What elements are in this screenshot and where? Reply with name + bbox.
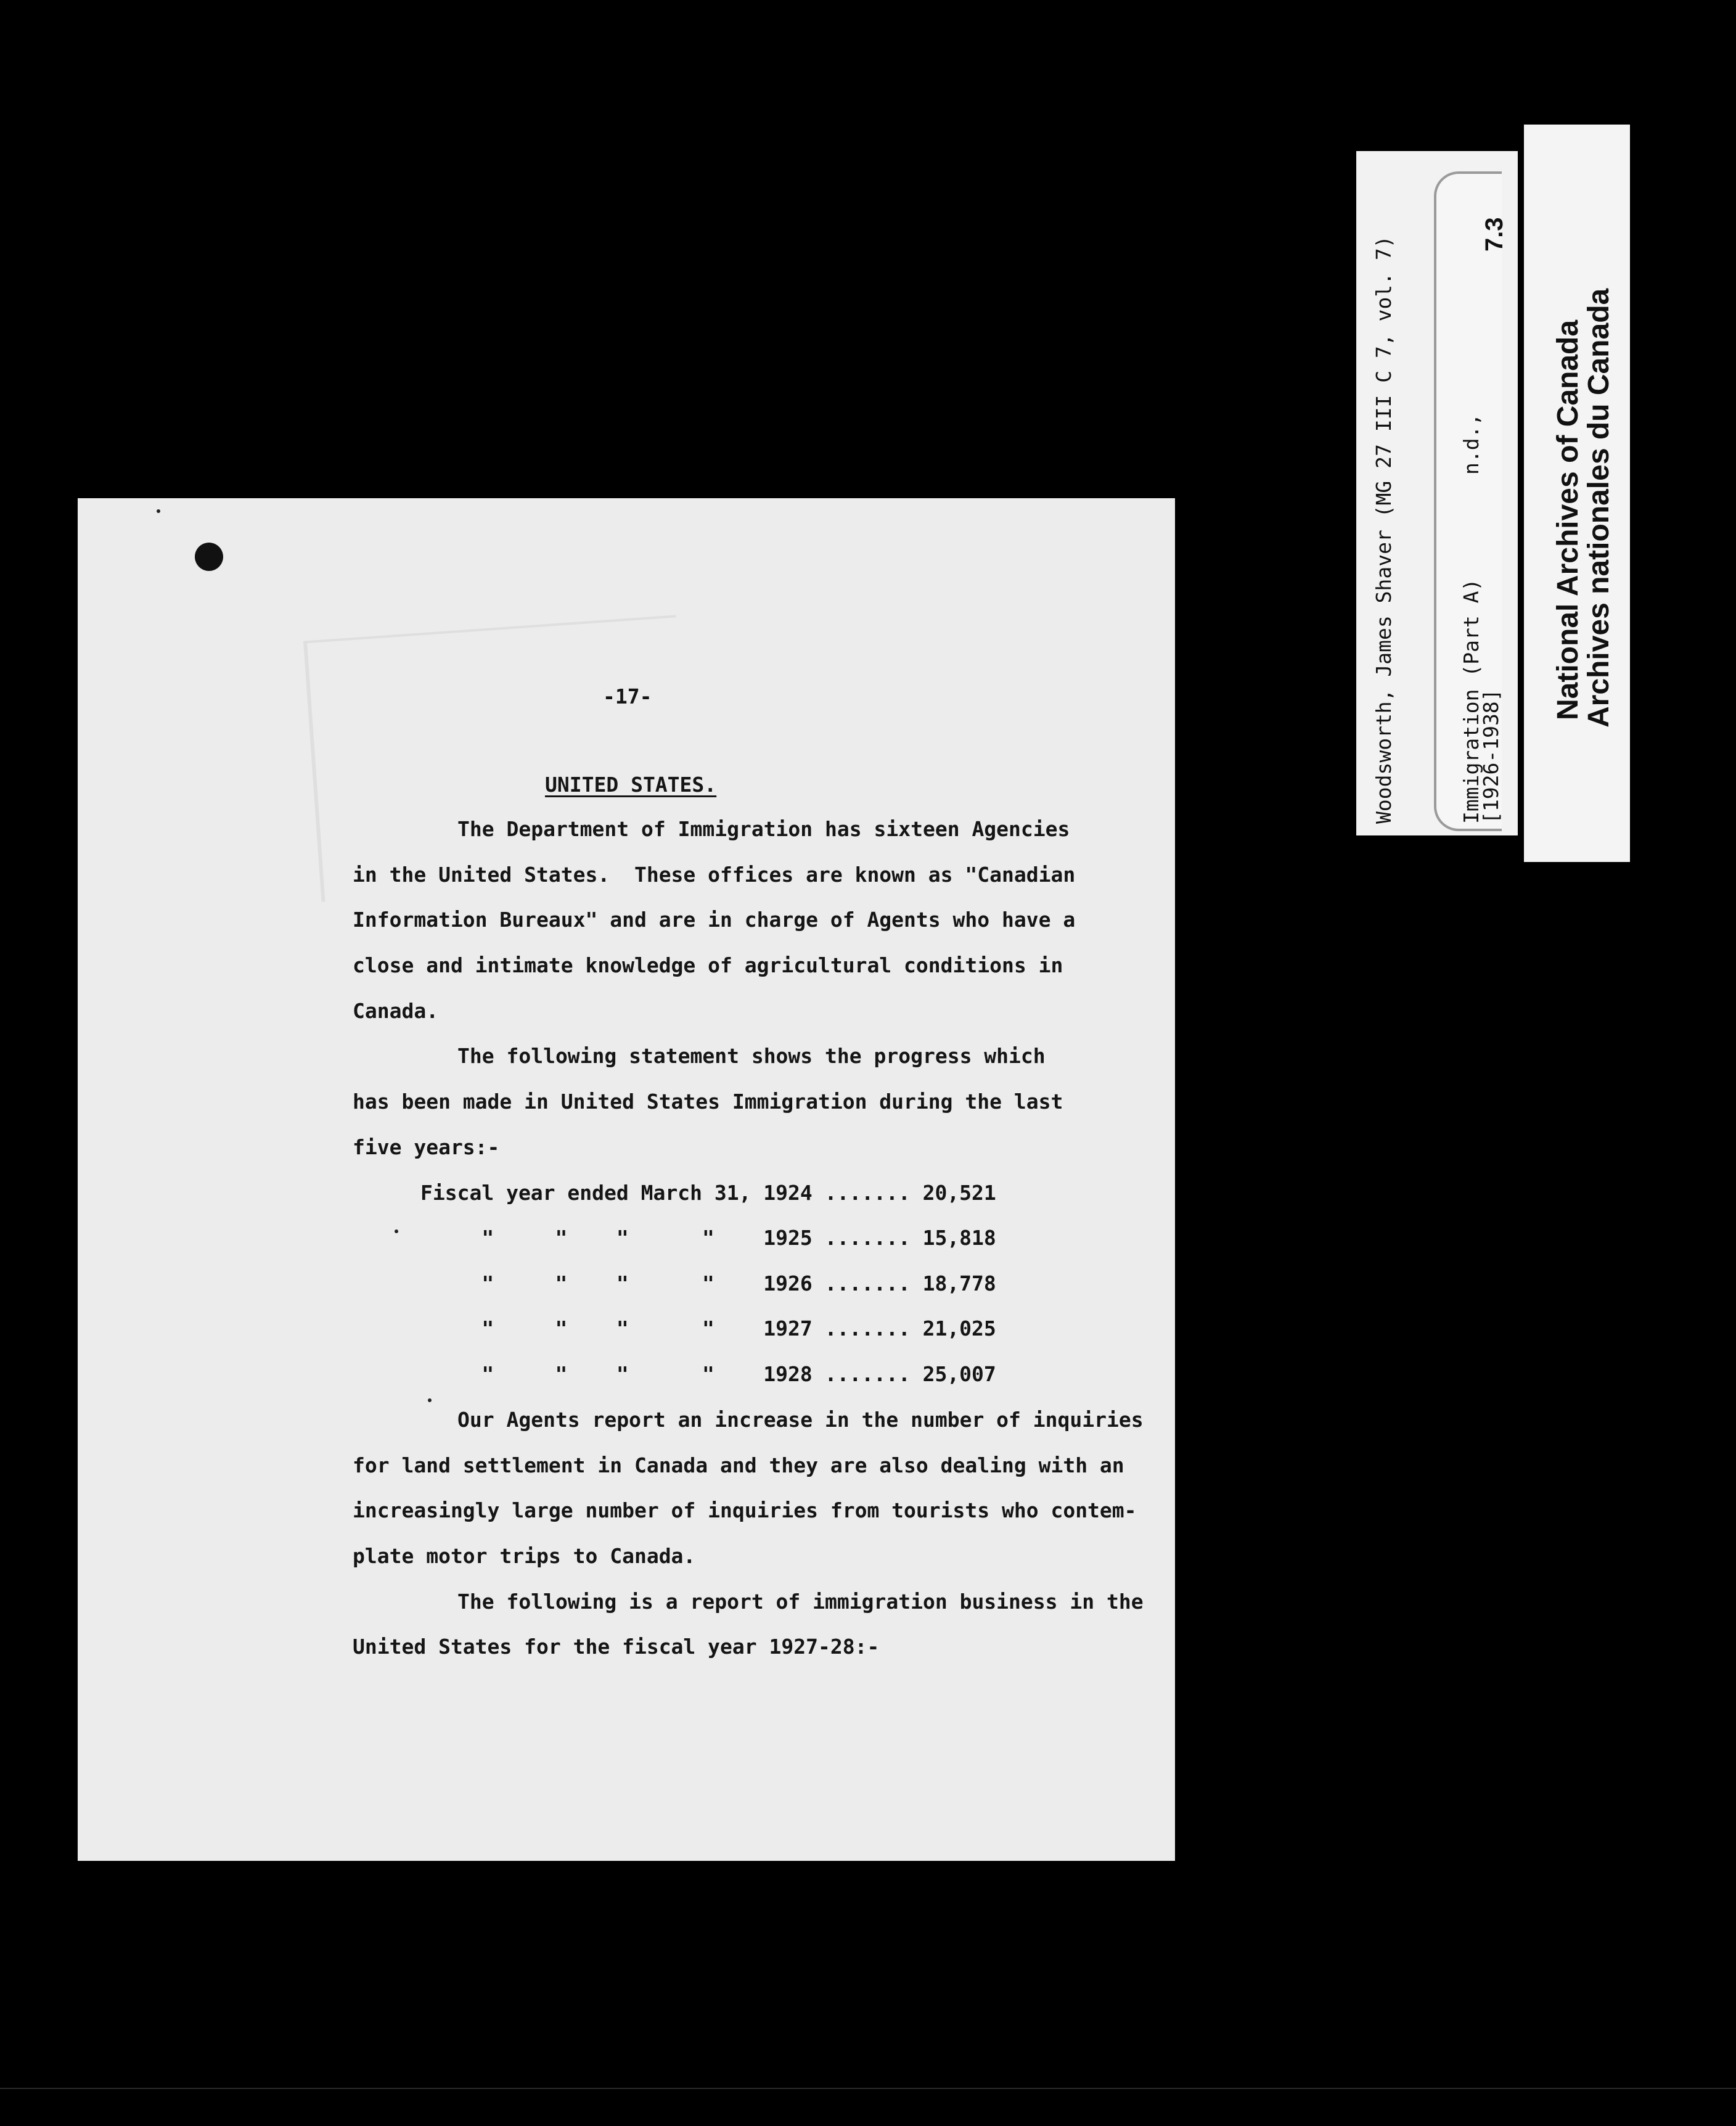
paragraph-line: close and intimate knowledge of agricultural conditions in (353, 953, 1063, 977)
section-heading: UNITED STATES. (545, 773, 717, 797)
institution-name-en: National Archives of Canada (1552, 319, 1584, 720)
file-title: Immigration (Part A) (1459, 578, 1483, 824)
file-date: n.d., (1459, 413, 1483, 475)
paragraph-line: in the United States. These offices are known as "Canadian (353, 863, 1076, 887)
page-number: -17- (603, 684, 652, 708)
collection-reference: Woodsworth, James Shaver (MG 27 III C 7, vol. 7) (1372, 236, 1396, 824)
stray-mark (157, 509, 160, 513)
paragraph-line: The Department of Immigration has sixteen Agencies (457, 817, 1070, 841)
institution-name-fr: Archives nationales du Canada (1582, 288, 1615, 728)
table-row: " " " " 1927 ....... 21,025 (420, 1316, 996, 1340)
stray-mark (428, 1398, 432, 1402)
table-row: " " " " 1925 ....... 15,818 (420, 1226, 996, 1250)
paragraph-line: has been made in United States Immigration during the last (353, 1090, 1063, 1114)
paragraph-line: for land settlement in Canada and they are also dealing with an (353, 1453, 1124, 1477)
table-row: " " " " 1928 ....... 25,007 (420, 1362, 996, 1386)
paragraph-line: Our Agents report an increase in the number of inquiries (457, 1408, 1144, 1432)
table-row: " " " " 1926 ....... 18,778 (420, 1271, 996, 1295)
film-edge-line (0, 2088, 1736, 2089)
punch-hole (195, 543, 223, 571)
paragraph-line: Canada. (353, 999, 439, 1023)
paragraph-line: plate motor trips to Canada. (353, 1544, 696, 1568)
paragraph-line: five years:- (353, 1135, 500, 1159)
paragraph-line: Information Bureaux" and are in charge of Agents who have a (353, 908, 1076, 932)
table-row: Fiscal year ended March 31, 1924 ....... 20,521 (420, 1181, 996, 1205)
bleed-through-stamp (303, 615, 694, 901)
date-range: [1926-1938] (1479, 689, 1503, 824)
document-page (78, 498, 1175, 1861)
paragraph-line: The following statement shows the progress which (457, 1044, 1046, 1068)
paragraph-line: The following is a report of immigration business in the (457, 1590, 1144, 1614)
stray-mark (395, 1229, 398, 1233)
paragraph-line: increasingly large number of inquiries from tourists who contem- (353, 1498, 1137, 1522)
paragraph-line: United States for the fiscal year 1927-28:- (353, 1635, 880, 1659)
file-number: 7.3 (1481, 217, 1508, 252)
